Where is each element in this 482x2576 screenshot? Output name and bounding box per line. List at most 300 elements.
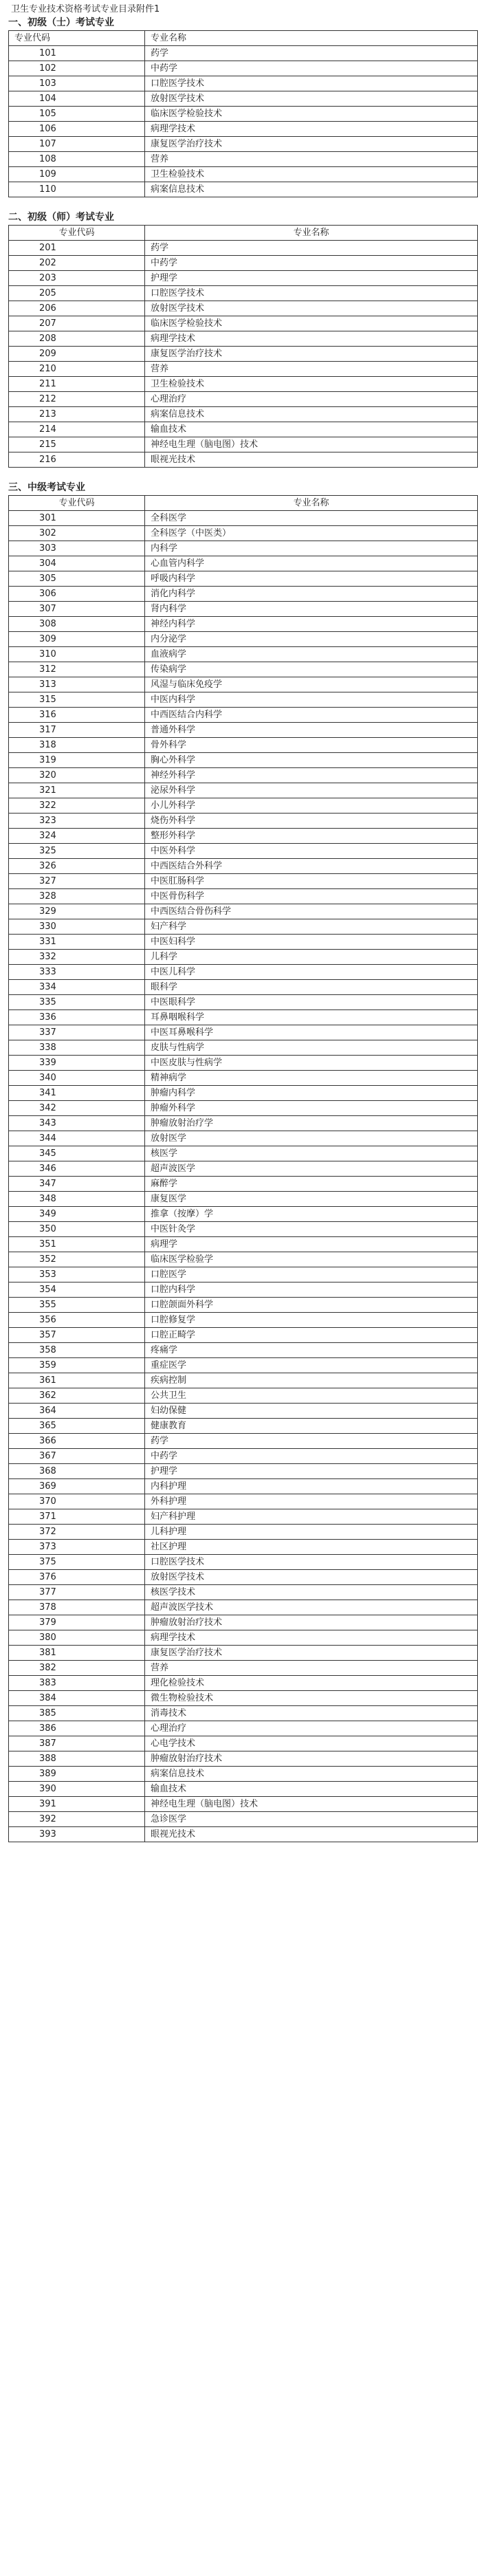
table-row xyxy=(9,76,478,91)
header-code: 专业代码 xyxy=(9,496,145,511)
specialty-name: 内分泌学 xyxy=(145,632,478,647)
table-row xyxy=(9,1827,478,1842)
table-row xyxy=(9,1751,478,1767)
specialty-name: 血液病学 xyxy=(145,647,478,662)
specialty-code: 330 xyxy=(9,919,145,935)
specialty-code: 350 xyxy=(9,1222,145,1237)
specialty-name: 口腔医学技术 xyxy=(145,76,478,91)
specialty-name: 放射医学 xyxy=(145,1131,478,1146)
specialty-name: 疾病控制 xyxy=(145,1373,478,1388)
specialty-name: 超声波医学 xyxy=(145,1161,478,1177)
table-row xyxy=(9,1691,478,1706)
specialty-code: 369 xyxy=(9,1479,145,1494)
table-row xyxy=(9,1056,478,1071)
header-code: 专业代码 xyxy=(9,226,145,241)
section-title-1: 一、初级（士）考试专业 xyxy=(8,17,114,28)
table-row xyxy=(9,331,478,347)
specialty-code: 342 xyxy=(9,1101,145,1116)
specialty-code: 317 xyxy=(9,723,145,738)
specialty-name: 全科医学 xyxy=(145,511,478,526)
specialty-name: 妇产科护理 xyxy=(145,1509,478,1525)
header-code: 专业代码 xyxy=(9,31,145,46)
table-row xyxy=(9,1025,478,1040)
table-row xyxy=(9,1313,478,1328)
table-row xyxy=(9,1570,478,1585)
table-row xyxy=(9,1615,478,1630)
specialty-code: 327 xyxy=(9,874,145,889)
specialty-code: 324 xyxy=(9,829,145,844)
table-row xyxy=(9,511,478,526)
table-row xyxy=(9,723,478,738)
specialty-name: 病案信息技术 xyxy=(145,182,478,197)
table-row xyxy=(9,1525,478,1540)
specialty-name: 病理学技术 xyxy=(145,1630,478,1646)
specialty-name: 神经外科学 xyxy=(145,768,478,783)
specialty-name: 卫生检验技术 xyxy=(145,167,478,182)
specialty-code: 386 xyxy=(9,1721,145,1736)
table-row xyxy=(9,256,478,271)
specialty-name: 呼吸内科学 xyxy=(145,571,478,587)
table-row xyxy=(9,1782,478,1797)
table-row xyxy=(9,1736,478,1751)
specialty-code: 312 xyxy=(9,662,145,677)
specialty-code: 107 xyxy=(9,137,145,152)
specialty-code: 316 xyxy=(9,708,145,723)
table-row xyxy=(9,1404,478,1419)
table-row xyxy=(9,437,478,452)
specialty-code: 355 xyxy=(9,1298,145,1313)
table-row xyxy=(9,677,478,692)
specialty-name: 神经电生理（脑电图）技术 xyxy=(145,1797,478,1812)
specialty-code: 318 xyxy=(9,738,145,753)
specialty-code: 373 xyxy=(9,1540,145,1555)
specialty-code: 319 xyxy=(9,753,145,768)
specialty-name: 病理学技术 xyxy=(145,122,478,137)
specialty-name: 中医内科学 xyxy=(145,692,478,708)
specialty-name: 心理治疗 xyxy=(145,1721,478,1736)
specialty-code: 329 xyxy=(9,904,145,919)
specialty-code: 338 xyxy=(9,1040,145,1056)
specialty-name: 中药学 xyxy=(145,61,478,76)
specialty-name: 心电学技术 xyxy=(145,1736,478,1751)
table-row xyxy=(9,1555,478,1570)
table-row xyxy=(9,980,478,995)
specialty-code: 332 xyxy=(9,950,145,965)
specialty-code: 348 xyxy=(9,1192,145,1207)
specialty-name: 耳鼻咽喉科学 xyxy=(145,1010,478,1025)
specialty-name: 全科医学（中医类） xyxy=(145,526,478,541)
table-row xyxy=(9,1419,478,1434)
table-row xyxy=(9,950,478,965)
table-row xyxy=(9,602,478,617)
specialty-name: 放射医学技术 xyxy=(145,91,478,107)
specialty-code: 392 xyxy=(9,1812,145,1827)
table-row xyxy=(9,107,478,122)
table-row xyxy=(9,1177,478,1192)
specialty-name: 理化检验技术 xyxy=(145,1676,478,1691)
specialty-code: 354 xyxy=(9,1282,145,1298)
table-row xyxy=(9,271,478,286)
specialty-code: 361 xyxy=(9,1373,145,1388)
specialty-code: 370 xyxy=(9,1494,145,1509)
specialty-code: 353 xyxy=(9,1267,145,1282)
specialty-name: 超声波医学技术 xyxy=(145,1600,478,1615)
specialty-name: 卫生检验技术 xyxy=(145,377,478,392)
specialty-name: 儿科学 xyxy=(145,950,478,965)
specialty-code: 351 xyxy=(9,1237,145,1252)
specialty-name: 中西医结合内科学 xyxy=(145,708,478,723)
table-row xyxy=(9,1086,478,1101)
table-row xyxy=(9,1464,478,1479)
specialty-code: 385 xyxy=(9,1706,145,1721)
table-row xyxy=(9,1721,478,1736)
table-row xyxy=(9,1071,478,1086)
table-row xyxy=(9,708,478,723)
specialty-name: 传染病学 xyxy=(145,662,478,677)
table-row xyxy=(9,1343,478,1358)
table-row xyxy=(9,541,478,556)
table-row xyxy=(9,844,478,859)
table-row xyxy=(9,1192,478,1207)
specialty-code: 345 xyxy=(9,1146,145,1161)
specialty-code: 211 xyxy=(9,377,145,392)
table-row xyxy=(9,1101,478,1116)
specialty-name: 输血技术 xyxy=(145,1782,478,1797)
table-row xyxy=(9,829,478,844)
specialty-name: 药学 xyxy=(145,241,478,256)
table-row xyxy=(9,1358,478,1373)
section-title-3: 三、中级考试专业 xyxy=(8,482,85,493)
specialty-code: 359 xyxy=(9,1358,145,1373)
table-row xyxy=(9,1706,478,1721)
specialty-name: 输血技术 xyxy=(145,422,478,437)
table-row xyxy=(9,1373,478,1388)
specialty-name: 妇产科学 xyxy=(145,919,478,935)
table-row xyxy=(9,995,478,1010)
specialty-code: 308 xyxy=(9,617,145,632)
specialty-code: 323 xyxy=(9,814,145,829)
specialty-name: 普通外科学 xyxy=(145,723,478,738)
table-row xyxy=(9,167,478,182)
specialty-code: 306 xyxy=(9,587,145,602)
specialty-name: 核医学技术 xyxy=(145,1585,478,1600)
specialty-name: 放射医学技术 xyxy=(145,301,478,316)
specialty-name: 中医针灸学 xyxy=(145,1222,478,1237)
table-row xyxy=(9,362,478,377)
specialty-name: 公共卫生 xyxy=(145,1388,478,1404)
specialty-code: 389 xyxy=(9,1767,145,1782)
specialty-name: 风湿与临床免疫学 xyxy=(145,677,478,692)
specialty-name: 营养 xyxy=(145,152,478,167)
specialty-name: 烧伤外科学 xyxy=(145,814,478,829)
table-row xyxy=(9,1812,478,1827)
specialty-name: 社区护理 xyxy=(145,1540,478,1555)
table-row xyxy=(9,617,478,632)
specialty-name: 中医妇科学 xyxy=(145,935,478,950)
table-row xyxy=(9,1509,478,1525)
specialty-code: 378 xyxy=(9,1600,145,1615)
specialty-code: 381 xyxy=(9,1646,145,1661)
specialty-code: 340 xyxy=(9,1071,145,1086)
specialty-name: 疼痛学 xyxy=(145,1343,478,1358)
table-row xyxy=(9,392,478,407)
specialty-code: 206 xyxy=(9,301,145,316)
table-row xyxy=(9,182,478,197)
specialty-name: 神经内科学 xyxy=(145,617,478,632)
table-row xyxy=(9,1540,478,1555)
specialty-name: 康复医学治疗技术 xyxy=(145,137,478,152)
specialty-name: 整形外科学 xyxy=(145,829,478,844)
specialty-name: 眼视光技术 xyxy=(145,1827,478,1842)
specialty-code: 333 xyxy=(9,965,145,980)
table-row xyxy=(9,1434,478,1449)
specialty-code: 326 xyxy=(9,859,145,874)
specialty-code: 205 xyxy=(9,286,145,301)
specialty-code: 364 xyxy=(9,1404,145,1419)
specialty-code: 328 xyxy=(9,889,145,904)
specialty-name: 核医学 xyxy=(145,1146,478,1161)
table-row xyxy=(9,1010,478,1025)
table-row xyxy=(9,632,478,647)
table-row xyxy=(9,316,478,331)
specialty-code: 103 xyxy=(9,76,145,91)
specialty-name: 临床医学检验学 xyxy=(145,1252,478,1267)
specialty-name: 肿瘤放射治疗技术 xyxy=(145,1751,478,1767)
table-row xyxy=(9,422,478,437)
specialty-name: 心理治疗 xyxy=(145,392,478,407)
specialty-name: 口腔医学技术 xyxy=(145,1555,478,1570)
specialty-name: 泌尿外科学 xyxy=(145,783,478,798)
specialty-code: 313 xyxy=(9,677,145,692)
specialty-name: 病案信息技术 xyxy=(145,1767,478,1782)
specialty-name: 临床医学检验技术 xyxy=(145,107,478,122)
specialty-code: 325 xyxy=(9,844,145,859)
specialty-code: 341 xyxy=(9,1086,145,1101)
specialty-code: 331 xyxy=(9,935,145,950)
specialty-name: 中医儿科学 xyxy=(145,965,478,980)
specialty-name: 放射医学技术 xyxy=(145,1570,478,1585)
table-row xyxy=(9,377,478,392)
specialty-name: 营养 xyxy=(145,362,478,377)
specialty-code: 376 xyxy=(9,1570,145,1585)
specialty-code: 372 xyxy=(9,1525,145,1540)
specialty-code: 387 xyxy=(9,1736,145,1751)
specialty-name: 口腔正畸学 xyxy=(145,1328,478,1343)
table-row xyxy=(9,1600,478,1615)
table-row xyxy=(9,1252,478,1267)
table-row xyxy=(9,1131,478,1146)
specialty-name: 护理学 xyxy=(145,1464,478,1479)
specialty-code: 358 xyxy=(9,1343,145,1358)
specialty-code: 213 xyxy=(9,407,145,422)
specialty-name: 皮肤与性病学 xyxy=(145,1040,478,1056)
table-row xyxy=(9,889,478,904)
table-row xyxy=(9,783,478,798)
specialty-name: 肿瘤放射治疗技术 xyxy=(145,1615,478,1630)
specialty-code: 215 xyxy=(9,437,145,452)
specialty-code: 352 xyxy=(9,1252,145,1267)
table-row xyxy=(9,1388,478,1404)
specialty-code: 379 xyxy=(9,1615,145,1630)
table-row xyxy=(9,301,478,316)
specialty-code: 212 xyxy=(9,392,145,407)
specialty-code: 384 xyxy=(9,1691,145,1706)
table-junior-shi-teacher xyxy=(8,225,478,468)
specialty-code: 388 xyxy=(9,1751,145,1767)
table-row xyxy=(9,137,478,152)
table-junior-shi xyxy=(8,30,478,197)
specialty-code: 339 xyxy=(9,1056,145,1071)
specialty-code: 209 xyxy=(9,347,145,362)
specialty-name: 内科学 xyxy=(145,541,478,556)
section-title-2: 二、初级（师）考试专业 xyxy=(8,212,114,223)
specialty-code: 321 xyxy=(9,783,145,798)
specialty-name: 护理学 xyxy=(145,271,478,286)
specialty-code: 368 xyxy=(9,1464,145,1479)
table-row xyxy=(9,1328,478,1343)
table-row xyxy=(9,556,478,571)
specialty-code: 307 xyxy=(9,602,145,617)
specialty-code: 201 xyxy=(9,241,145,256)
specialty-name: 口腔医学技术 xyxy=(145,286,478,301)
table-row xyxy=(9,1207,478,1222)
specialty-name: 中西医结合外科学 xyxy=(145,859,478,874)
specialty-name: 口腔医学 xyxy=(145,1267,478,1282)
specialty-name: 口腔内科学 xyxy=(145,1282,478,1298)
document-title: 卫生专业技术资格考试专业目录附件1 xyxy=(11,4,160,14)
header-name: 专业名称 xyxy=(145,226,478,241)
table-row xyxy=(9,768,478,783)
specialty-code: 109 xyxy=(9,167,145,182)
table-row xyxy=(9,46,478,61)
specialty-code: 203 xyxy=(9,271,145,286)
specialty-code: 390 xyxy=(9,1782,145,1797)
specialty-name: 重症医学 xyxy=(145,1358,478,1373)
table-row xyxy=(9,935,478,950)
specialty-name: 肿瘤内科学 xyxy=(145,1086,478,1101)
specialty-name: 儿科护理 xyxy=(145,1525,478,1540)
table-row xyxy=(9,1222,478,1237)
table-row xyxy=(9,1797,478,1812)
specialty-name: 药学 xyxy=(145,46,478,61)
specialty-code: 362 xyxy=(9,1388,145,1404)
specialty-name: 中药学 xyxy=(145,256,478,271)
specialty-name: 妇幼保健 xyxy=(145,1404,478,1419)
specialty-code: 365 xyxy=(9,1419,145,1434)
specialty-name: 药学 xyxy=(145,1434,478,1449)
table-row xyxy=(9,1298,478,1313)
table-row xyxy=(9,798,478,814)
table-row xyxy=(9,1646,478,1661)
specialty-code: 305 xyxy=(9,571,145,587)
specialty-name: 康复医学治疗技术 xyxy=(145,1646,478,1661)
specialty-code: 304 xyxy=(9,556,145,571)
specialty-name: 中药学 xyxy=(145,1449,478,1464)
specialty-name: 消毒技术 xyxy=(145,1706,478,1721)
table-row xyxy=(9,286,478,301)
specialty-name: 肿瘤外科学 xyxy=(145,1101,478,1116)
table-row xyxy=(9,122,478,137)
specialty-name: 外科护理 xyxy=(145,1494,478,1509)
table-row xyxy=(9,1661,478,1676)
table-row xyxy=(9,587,478,602)
header-name: 专业名称 xyxy=(145,496,478,511)
specialty-code: 356 xyxy=(9,1313,145,1328)
specialty-code: 102 xyxy=(9,61,145,76)
specialty-code: 335 xyxy=(9,995,145,1010)
header-name: 专业名称 xyxy=(145,31,478,46)
specialty-code: 322 xyxy=(9,798,145,814)
table-row xyxy=(9,61,478,76)
table-row xyxy=(9,1630,478,1646)
table-row xyxy=(9,647,478,662)
specialty-name: 中医耳鼻喉科学 xyxy=(145,1025,478,1040)
specialty-name: 病理学 xyxy=(145,1237,478,1252)
specialty-name: 病理学技术 xyxy=(145,331,478,347)
specialty-code: 334 xyxy=(9,980,145,995)
specialty-name: 中医皮肤与性病学 xyxy=(145,1056,478,1071)
table-row xyxy=(9,152,478,167)
table-row xyxy=(9,1267,478,1282)
table-row xyxy=(9,347,478,362)
specialty-code: 202 xyxy=(9,256,145,271)
specialty-name: 微生物检验技术 xyxy=(145,1691,478,1706)
specialty-name: 营养 xyxy=(145,1661,478,1676)
specialty-name: 口腔修复学 xyxy=(145,1313,478,1328)
specialty-name: 口腔颌面外科学 xyxy=(145,1298,478,1313)
specialty-name: 消化内科学 xyxy=(145,587,478,602)
table-row xyxy=(9,1494,478,1509)
specialty-code: 357 xyxy=(9,1328,145,1343)
table-header-row xyxy=(9,496,478,511)
specialty-code: 391 xyxy=(9,1797,145,1812)
specialty-code: 208 xyxy=(9,331,145,347)
specialty-name: 中医肛肠科学 xyxy=(145,874,478,889)
specialty-code: 380 xyxy=(9,1630,145,1646)
specialty-code: 343 xyxy=(9,1116,145,1131)
specialty-code: 216 xyxy=(9,452,145,468)
specialty-name: 小儿外科学 xyxy=(145,798,478,814)
specialty-code: 382 xyxy=(9,1661,145,1676)
specialty-code: 367 xyxy=(9,1449,145,1464)
specialty-code: 309 xyxy=(9,632,145,647)
table-row xyxy=(9,571,478,587)
specialty-code: 105 xyxy=(9,107,145,122)
table-row xyxy=(9,965,478,980)
table-row xyxy=(9,1237,478,1252)
specialty-code: 383 xyxy=(9,1676,145,1691)
table-row xyxy=(9,874,478,889)
table-row xyxy=(9,1116,478,1131)
specialty-code: 347 xyxy=(9,1177,145,1192)
table-row xyxy=(9,452,478,468)
specialty-code: 336 xyxy=(9,1010,145,1025)
specialty-name: 中医骨伤科学 xyxy=(145,889,478,904)
table-row xyxy=(9,1146,478,1161)
specialty-code: 108 xyxy=(9,152,145,167)
specialty-name: 急诊医学 xyxy=(145,1812,478,1827)
specialty-code: 301 xyxy=(9,511,145,526)
specialty-code: 104 xyxy=(9,91,145,107)
table-row xyxy=(9,1479,478,1494)
specialty-code: 320 xyxy=(9,768,145,783)
specialty-code: 106 xyxy=(9,122,145,137)
table-row xyxy=(9,91,478,107)
specialty-name: 麻醉学 xyxy=(145,1177,478,1192)
table-row xyxy=(9,1585,478,1600)
specialty-code: 110 xyxy=(9,182,145,197)
table-row xyxy=(9,407,478,422)
